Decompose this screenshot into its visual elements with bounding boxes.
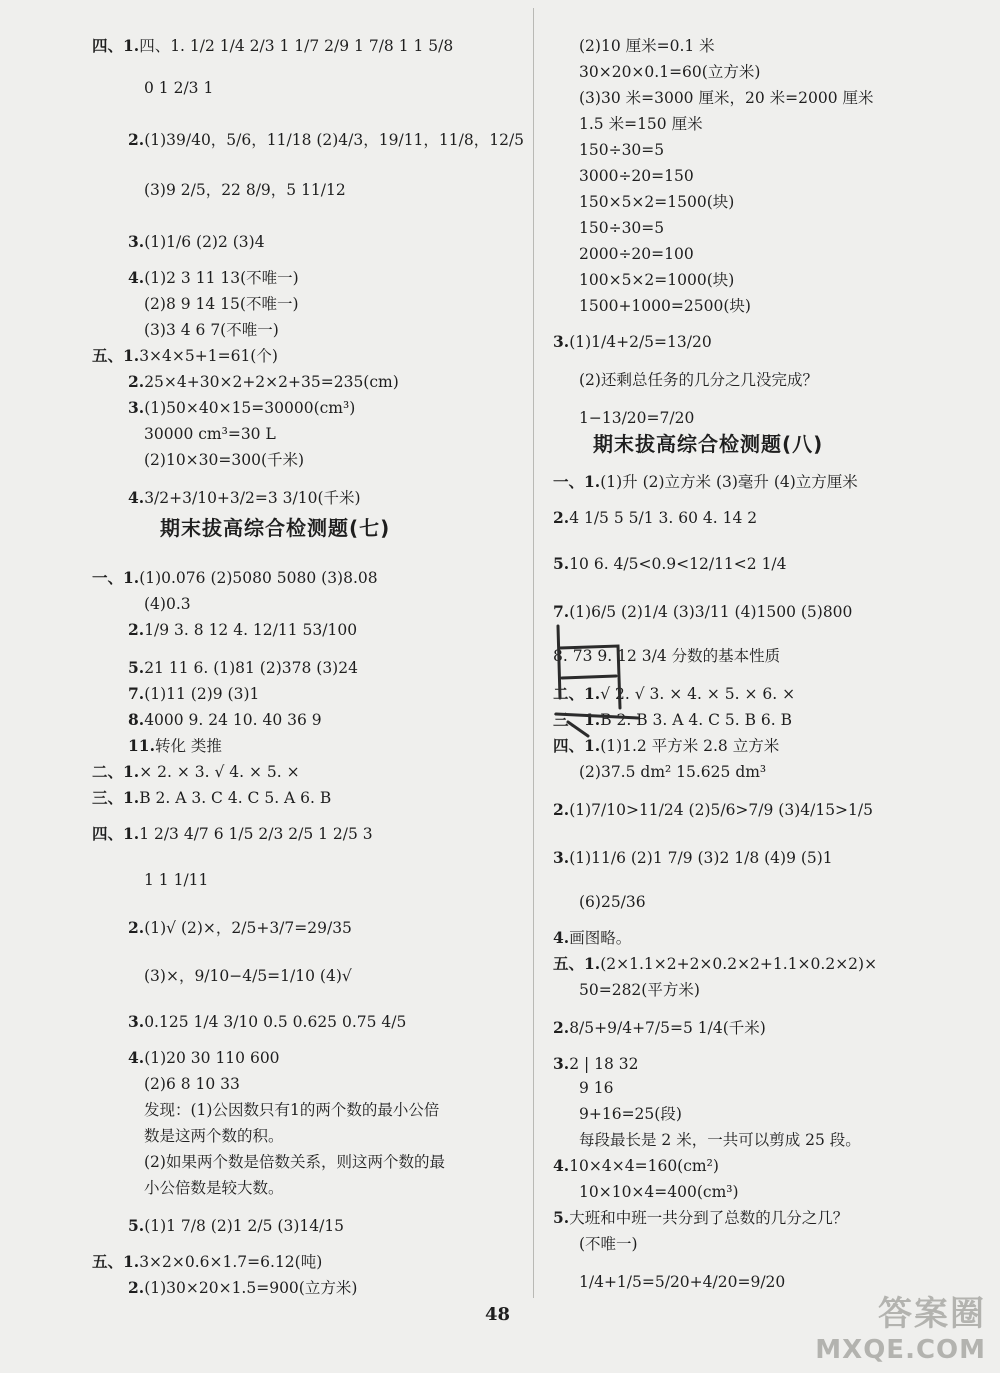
question-number: 四、1. xyxy=(92,36,140,55)
answer-text: √ 2. √ 3. × 4. × 5. × 6. × xyxy=(600,685,796,703)
answer-text: B 2. B 3. A 4. C 5. B 6. B xyxy=(600,711,793,729)
answer-text: 发现：(1)公因数只有1的两个数的最小公倍 xyxy=(144,1101,440,1119)
answer-text: 150×5×2=1500(块) xyxy=(579,193,735,211)
question-number: 四、1. xyxy=(92,824,140,843)
answer-line xyxy=(579,138,664,162)
answer-line xyxy=(128,916,352,940)
answer-text: (1)6/5 (2)1/4 (3)3/11 (4)1500 (5)800 xyxy=(569,603,853,621)
answer-line xyxy=(579,34,715,58)
answer-text: (3)×，9/10−4/5=1/10 (4)√ xyxy=(144,967,352,985)
answer-text: 21 11 6. (1)81 (2)378 (3)24 xyxy=(144,659,358,677)
answer-text: 四、1. 1/2 1/4 2/3 1 1/7 2/9 1 7/8 1 1 5/8 xyxy=(139,37,454,55)
question-number: 五、1. xyxy=(92,1252,140,1271)
answer-line xyxy=(579,242,694,266)
answer-text: (3)9 2/5，22 8/9，5 11/12 xyxy=(144,181,346,199)
answer-line xyxy=(553,846,833,870)
answer-text: 0 1 2/3 1 xyxy=(144,79,214,97)
answer-text: 10×4×4=160(cm²) xyxy=(569,1157,719,1175)
answer-line xyxy=(128,656,358,680)
question-number: 3. xyxy=(128,1012,145,1031)
answer-line xyxy=(144,1124,284,1148)
answer-line xyxy=(553,506,757,530)
question-number: 4. xyxy=(128,268,145,287)
answer-text: 画图略。 xyxy=(569,929,632,947)
answer-text: (2)37.5 dm² 15.625 dm³ xyxy=(579,763,767,781)
question-number: 五、1. xyxy=(553,954,601,973)
answer-line xyxy=(553,1016,766,1040)
section-heading: 期末拔高综合检测题(七) xyxy=(160,516,391,540)
question-number: 7. xyxy=(553,602,570,621)
answer-text: (2)6 8 10 33 xyxy=(144,1075,240,1093)
answer-text: 每段最长是 2 米，一共可以剪成 25 段。 xyxy=(579,1131,861,1149)
answer-line xyxy=(144,868,208,892)
answer-line xyxy=(144,1150,445,1174)
answer-text: (1)1.2 平方米 2.8 立方米 xyxy=(600,737,780,755)
answer-text: (1)1 7/8 (2)1 2/5 (3)14/15 xyxy=(144,1217,345,1235)
answer-text: (1)20 30 110 600 xyxy=(144,1049,280,1067)
answer-line xyxy=(579,1128,861,1152)
answer-text: 1−13/20=7/20 xyxy=(579,409,695,427)
answer-text: 150÷30=5 xyxy=(579,219,665,237)
question-number: 5. xyxy=(128,1216,145,1235)
answer-text: (2)如果两个数是倍数关系，则这两个数的最 xyxy=(144,1153,445,1171)
answer-text: (1)0.076 (2)5080 5080 (3)8.08 xyxy=(139,569,378,587)
question-number: 7. xyxy=(128,684,145,703)
answer-text: 数是这两个数的积。 xyxy=(144,1127,284,1145)
pen-scribble xyxy=(548,618,658,738)
answer-line xyxy=(579,1232,638,1256)
answer-line xyxy=(144,178,346,202)
question-number: 2. xyxy=(128,918,145,937)
question-number: 三、1. xyxy=(553,710,601,729)
answer-line xyxy=(553,552,787,576)
answer-line xyxy=(553,1052,639,1076)
answer-text: 2000÷20=100 xyxy=(579,245,694,263)
answer-text: 1 1 1/11 xyxy=(144,871,209,889)
answer-line xyxy=(144,1176,284,1200)
answer-line xyxy=(579,86,873,110)
question-number: 2. xyxy=(128,620,145,639)
answer-text: 25×4+30×2+2×2+35=235(cm) xyxy=(144,373,399,391)
question-number: 2. xyxy=(553,800,570,819)
answer-line xyxy=(128,708,322,732)
answer-line xyxy=(579,1180,739,1204)
answer-text: 8/5+9/4+7/5=5 1/4(千米) xyxy=(569,1019,766,1037)
answer-text: (1)50×40×15=30000(cm³) xyxy=(144,399,356,417)
answer-text: (1)7/10>11/24 (2)5/6>7/9 (3)4/15>1/5 xyxy=(569,801,873,819)
answer-text: 转化 类推 xyxy=(154,737,222,755)
answer-line xyxy=(92,34,453,58)
answer-line xyxy=(128,618,357,642)
answer-line xyxy=(128,1276,357,1300)
question-number: 二、1. xyxy=(553,684,601,703)
answer-line xyxy=(553,470,858,494)
answer-text: 150÷30=5 xyxy=(579,141,665,159)
answer-line xyxy=(579,1270,785,1294)
answer-line xyxy=(553,952,877,976)
answer-text: (2)8 9 14 15(不唯一) xyxy=(144,295,299,313)
answer-text: (4)0.3 xyxy=(144,595,191,613)
answer-line xyxy=(144,448,304,472)
answer-text: 4 1/5 5 5/1 3. 60 4. 14 2 xyxy=(569,509,758,527)
answer-text: (1)升 (2)立方米 (3)毫升 (4)立方厘米 xyxy=(600,473,858,491)
question-number: 一、1. xyxy=(92,568,140,587)
question-number: 3. xyxy=(128,232,145,251)
answer-text: 2 | 18 32 xyxy=(569,1055,639,1073)
question-number: 五、1. xyxy=(92,346,140,365)
question-number: 2. xyxy=(128,1278,145,1297)
answer-line xyxy=(92,1250,322,1274)
answer-line xyxy=(92,786,331,810)
answer-text: (不唯一) xyxy=(579,1235,638,1253)
answer-line xyxy=(128,486,361,510)
answer-line xyxy=(92,822,373,846)
answer-line xyxy=(579,368,818,392)
answer-line xyxy=(144,592,191,616)
answer-text: 小公倍数是较大数。 xyxy=(144,1179,284,1197)
answer-text: (2)10×30=300(千米) xyxy=(144,451,305,469)
answer-line xyxy=(92,566,378,590)
answer-text: 1500+1000=2500(块) xyxy=(579,297,751,315)
answer-text: 1/4+1/5=5/20+4/20=9/20 xyxy=(579,1273,786,1291)
question-number: 4. xyxy=(553,928,570,947)
answer-text: 3/2+3/10+3/2=3 3/10(千米) xyxy=(144,489,361,507)
answer-text: 3×4×5+1=61(个) xyxy=(139,347,278,365)
answer-text: (1)11 (2)9 (3)1 xyxy=(144,685,260,703)
answer-line xyxy=(128,230,265,254)
question-number: 一、1. xyxy=(553,472,601,491)
answer-line xyxy=(553,1206,848,1230)
answer-text: B 2. A 3. C 4. C 5. A 6. B xyxy=(139,789,332,807)
answer-line xyxy=(579,190,734,214)
answer-line xyxy=(128,128,524,152)
answer-text: (1)2 3 11 13(不唯一) xyxy=(144,269,299,287)
answer-line xyxy=(579,406,694,430)
answer-text: 4000 9. 24 10. 40 36 9 xyxy=(144,711,322,729)
answer-text: 30000 cm³=30 L xyxy=(144,425,276,443)
answer-line xyxy=(579,1076,614,1100)
answer-text: (2)10 厘米=0.1 米 xyxy=(579,37,715,55)
answer-text: (2×1.1×2+2×0.2×2+1.1×0.2×2)× xyxy=(600,955,878,973)
answer-line xyxy=(553,798,873,822)
answer-line xyxy=(553,330,712,354)
answer-line xyxy=(579,112,703,136)
answer-line xyxy=(579,890,646,914)
answer-text: 9 16 xyxy=(579,1079,614,1097)
answer-line xyxy=(128,1010,406,1034)
answer-line xyxy=(144,318,279,342)
answer-text: (3)30 米=3000 厘米，20 米=2000 厘米 xyxy=(579,89,874,107)
watermark-logo-text: 答案圈 xyxy=(878,1294,986,1334)
answer-text: 30×20×0.1=60(立方米) xyxy=(579,63,761,81)
answer-line xyxy=(144,964,352,988)
question-number: 二、1. xyxy=(92,762,140,781)
question-number: 2. xyxy=(128,372,145,391)
question-number: 3. xyxy=(128,398,145,417)
answer-line xyxy=(579,164,694,188)
answer-line xyxy=(128,370,399,394)
watermark-url: MXQE.COM xyxy=(815,1335,986,1365)
question-number: 5. xyxy=(128,658,145,677)
answer-text: 1.5 米=150 厘米 xyxy=(579,115,703,133)
answer-line xyxy=(579,1102,682,1126)
answer-line xyxy=(579,268,734,292)
question-number: 4. xyxy=(128,488,145,507)
answer-line xyxy=(579,216,664,240)
answer-text: 大班和中班一共分到了总数的几分之几？ xyxy=(569,1209,849,1227)
answer-line xyxy=(579,978,700,1002)
answer-text: 10 6. 4/5<0.9<12/11<2 1/4 xyxy=(569,555,787,573)
answer-line xyxy=(553,926,631,950)
answer-line xyxy=(128,682,259,706)
question-number: 3. xyxy=(553,332,570,351)
answer-line xyxy=(144,292,299,316)
question-number: 2. xyxy=(553,1018,570,1037)
answer-text: (1)39/40，5/6，11/18 (2)4/3，19/11，11/8，12/5 xyxy=(144,131,525,149)
answer-line xyxy=(144,76,213,100)
answer-text: 50=282(平方米) xyxy=(579,981,700,999)
question-number: 8. xyxy=(128,710,145,729)
answer-text: × 2. × 3. √ 4. × 5. × xyxy=(139,763,300,781)
answer-line xyxy=(128,266,299,290)
answer-text: (1)30×20×1.5=900(立方米) xyxy=(144,1279,358,1297)
answer-text: 8. 73 9. 12 3/4 分数的基本性质 xyxy=(553,647,781,665)
answer-line xyxy=(579,760,766,784)
answer-text: 100×5×2=1000(块) xyxy=(579,271,735,289)
answer-text: (6)25/36 xyxy=(579,893,646,911)
answer-text: (1)1/4+2/5=13/20 xyxy=(569,333,712,351)
question-number: 2. xyxy=(553,508,570,527)
answer-line xyxy=(92,760,300,784)
answer-line xyxy=(128,1214,344,1238)
watermark xyxy=(815,1286,986,1365)
answer-text: (2)还剩总任务的几分之几没完成？ xyxy=(579,371,818,389)
answer-line xyxy=(553,1154,719,1178)
answer-text: 1/9 3. 8 12 4. 12/11 53/100 xyxy=(144,621,358,639)
question-number: 三、1. xyxy=(92,788,140,807)
question-number: 四、1. xyxy=(553,736,601,755)
question-number: 2. xyxy=(128,130,145,149)
question-number: 11. xyxy=(128,736,155,755)
section-heading: 期末拔高综合检测题(八) xyxy=(593,432,824,456)
answer-line xyxy=(128,1046,280,1070)
answer-text: 10×10×4=400(cm³) xyxy=(579,1183,739,1201)
answer-line xyxy=(92,344,278,368)
page-number: 48 xyxy=(485,1304,511,1325)
answer-text: 9+16=25(段) xyxy=(579,1105,682,1123)
answer-line xyxy=(128,734,222,758)
question-number: 4. xyxy=(553,1156,570,1175)
answer-text: 0.125 1/4 3/10 0.5 0.625 0.75 4/5 xyxy=(144,1013,407,1031)
answer-text: (1)√ (2)×，2/5+3/7=29/35 xyxy=(144,919,352,937)
answer-line xyxy=(579,294,751,318)
answer-line xyxy=(579,60,760,84)
question-number: 5. xyxy=(553,1208,570,1227)
answer-line xyxy=(144,422,276,446)
answer-text: (1)11/6 (2)1 7/9 (3)2 1/8 (4)9 (5)1 xyxy=(569,849,833,867)
answer-text: 3×2×0.6×1.7=6.12(吨) xyxy=(139,1253,323,1271)
question-number: 4. xyxy=(128,1048,145,1067)
question-number: 5. xyxy=(553,554,570,573)
answer-line xyxy=(144,1098,439,1122)
question-number: 3. xyxy=(553,1054,570,1073)
answer-line xyxy=(144,1072,240,1096)
answer-text: 3000÷20=150 xyxy=(579,167,694,185)
answer-text: 1 2/3 4/7 6 1/5 2/3 2/5 1 2/5 3 xyxy=(139,825,373,843)
answer-line xyxy=(128,396,355,420)
answer-text: (3)3 4 6 7(不唯一) xyxy=(144,321,279,339)
answer-text: (1)1/6 (2)2 (3)4 xyxy=(144,233,265,251)
question-number: 3. xyxy=(553,848,570,867)
column-divider xyxy=(533,8,534,1298)
